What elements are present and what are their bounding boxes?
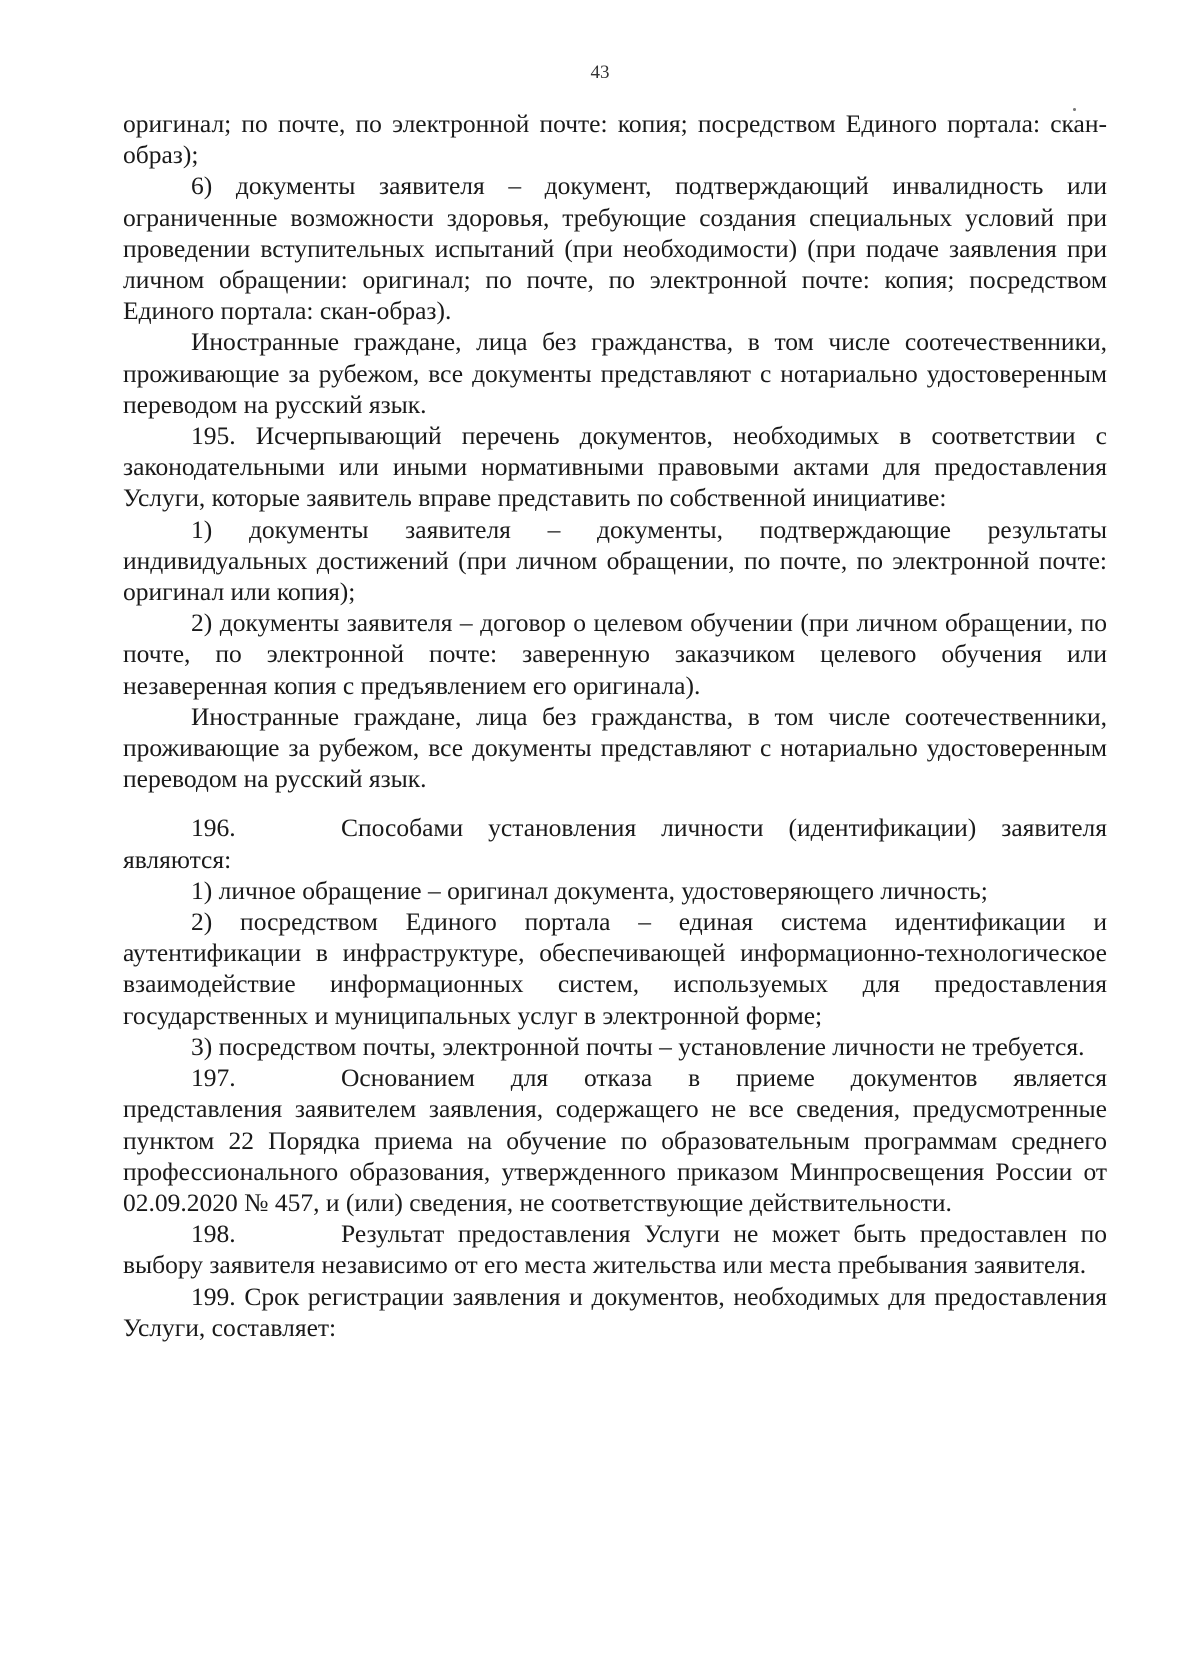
clause-196-item-3: 3) посредством почты, электронной почты – установление личности не требуется. [191, 1031, 1085, 1061]
clause-199: 199. Срок регистрации заявления и документов, необходимых для предоставления Услуги, составляет: [123, 1281, 1107, 1342]
list-item-6: 6) документы заявителя – документ, подтверждающий инвалидность или ограниченные возможности здоровья, требующие создания специальных условий при проведении вступительных испытаний (при необходимости) (при подаче заявления при личном обращении: оригинал; по почте, по электронной почте: копия; посредством Единого портала: скан-образ). [123, 171, 1107, 326]
clause-196-first-line [123, 812, 1107, 843]
paragraph-foreign-citizens: Иностранные граждане, лица без гражданства, в том числе соотечественники, проживающие за рубежом, все документы представляют с нотариально удостоверенным переводом на русский язык. [123, 327, 1107, 419]
clause-197-tail: представления заявителем заявления, содержащего не все сведения, предусмотренные пунктом 22 Порядка приема на обучение по образовательным программам среднего профессионального образования, утвержденного приказом Минпросвещения России от 02.09.2020 № 457, и (или) сведения, не соответствующие действительности. [123, 1094, 1107, 1217]
clause-197-heading: Основанием для отказа в приеме документов является [341, 1063, 1107, 1093]
clause-195-item-1: 1) документы заявителя – документы, подтверждающие результаты индивидуальных достижений (при личном обращении, по почте, по электронной почте: оригинал или копия); [123, 514, 1107, 607]
clause-196-item-2: 2) посредством Единого портала – единая система идентификации и аутентификации в инфраструктуре, обеспечивающей информационно-технологическое взаимодействие информационных систем, используемых для предоставления государственных и муниципальных услуг в электронной форме; [123, 907, 1107, 1030]
clause-196-tail: являются: [123, 844, 232, 874]
clause-195: 195. Исчерпывающий перечень документов, необходимых в соответствии с законодательными или иными нормативными правовыми актами для предоставления Услуги, которые заявитель вправе представить по собственной инициативе: [123, 421, 1107, 513]
clause-196-heading: Способами установления личности (идентификации) заявителя [341, 813, 1107, 843]
clause-196 [123, 812, 1107, 874]
clause-197-number: 197. [191, 1063, 236, 1093]
clause-196-item-1: 1) личное обращение – оригинал документа, удостоверяющего личность; [191, 875, 988, 905]
clause-198-heading: Результат предоставления Услуги не может быть предоставлен по [341, 1219, 1107, 1249]
document-body [123, 108, 1107, 1343]
clause-196-number: 196. [191, 813, 236, 843]
clause-197 [123, 1062, 1107, 1218]
paragraph-continuation: оригинал; по почте, по электронной почте: копия; посредством Единого портала: скан-образ); [123, 109, 1107, 170]
clause-198 [123, 1218, 1107, 1280]
page-number: 43 [590, 62, 610, 83]
clause-195-item-2: 2) документы заявителя – договор о целевом обучении (при личном обращении, по почте, по электронной почте: заверенную заказчиком целевого обучения или незаверенная копия с предъявлением его оригинала). [123, 608, 1107, 700]
clause-198-first-line [123, 1218, 1107, 1249]
clause-198-tail: выбору заявителя независимо от его места жительства или места пребывания заявителя. [123, 1250, 1087, 1280]
clause-197-first-line [123, 1062, 1107, 1093]
clause-198-number: 198. [191, 1219, 236, 1249]
paragraph-foreign-citizens-2: Иностранные граждане, лица без гражданства, в том числе соотечественники, проживающие за рубежом, все документы представляют с нотариально удостоверенным переводом на русский язык. [123, 701, 1107, 794]
